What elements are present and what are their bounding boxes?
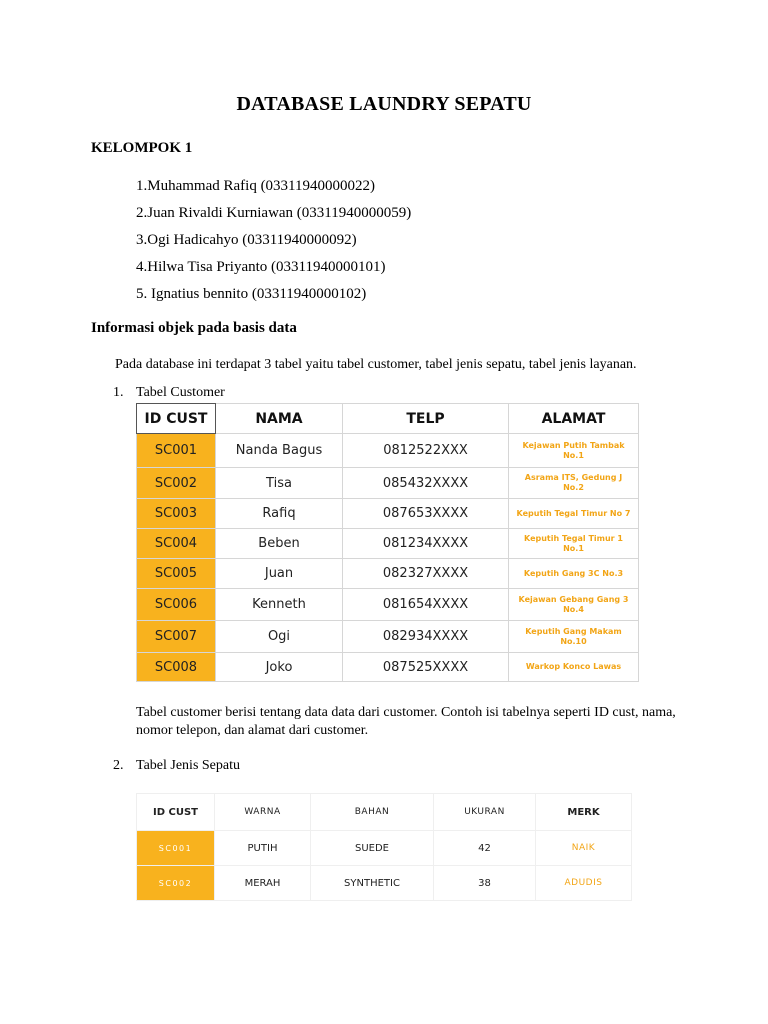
info-heading: Informasi objek pada basis data: [91, 320, 297, 336]
cell-address: Keputih Tegal Timur 1 No.1: [509, 529, 639, 559]
column-header: WARNA: [215, 794, 311, 831]
cell-id: SC006: [137, 589, 216, 621]
table-row: [137, 831, 632, 866]
table-row: [137, 589, 639, 621]
table-row: [137, 529, 639, 559]
section-title: Tabel Customer: [136, 385, 225, 400]
cell-id: SC002: [137, 866, 215, 901]
cell-address: Keputih Gang 3C No.3: [509, 559, 639, 589]
member-item: 3.Ogi Hadicahyo (03311940000092): [136, 232, 357, 248]
table-row: [137, 559, 639, 589]
column-header: ID CUST: [137, 404, 216, 434]
column-header: ALAMAT: [509, 404, 639, 434]
cell-id: SC001: [137, 434, 216, 468]
cell-color: MERAH: [215, 866, 311, 901]
cell-name: Kenneth: [216, 589, 343, 621]
cell-address: Warkop Konco Lawas: [509, 653, 639, 682]
cell-name: Joko: [216, 653, 343, 682]
cell-phone: 081234XXXX: [343, 529, 509, 559]
column-header: MERK: [536, 794, 632, 831]
cell-name: Ogi: [216, 621, 343, 653]
info-text: Pada database ini terdapat 3 tabel yaitu tabel customer, tabel jenis sepatu, tabel jenis layanan.: [115, 357, 637, 372]
cell-phone: 081654XXXX: [343, 589, 509, 621]
cell-name: Beben: [216, 529, 343, 559]
cell-brand: ADUDIS: [536, 866, 632, 901]
cell-phone: 0812522XXX: [343, 434, 509, 468]
section-title: Tabel Jenis Sepatu: [136, 758, 240, 773]
cell-color: PUTIH: [215, 831, 311, 866]
table-row: [137, 434, 639, 468]
cell-material: SUEDE: [311, 831, 434, 866]
cell-id: SC002: [137, 468, 216, 499]
cell-name: Juan: [216, 559, 343, 589]
table-row: [137, 621, 639, 653]
column-header: BAHAN: [311, 794, 434, 831]
cell-id: SC007: [137, 621, 216, 653]
cell-size: 38: [434, 866, 536, 901]
table-row: [137, 499, 639, 529]
cell-material: SYNTHETIC: [311, 866, 434, 901]
cell-phone: 082934XXXX: [343, 621, 509, 653]
member-list: [136, 176, 411, 311]
cell-id: SC008: [137, 653, 216, 682]
column-header: ID CUST: [137, 794, 215, 831]
member-item: 1.Muhammad Rafiq (03311940000022): [136, 178, 375, 194]
member-item: 4.Hilwa Tisa Priyanto (03311940000101): [136, 259, 386, 275]
column-header: TELP: [343, 404, 509, 434]
cell-size: 42: [434, 831, 536, 866]
cell-id: SC001: [137, 831, 215, 866]
group-heading: KELOMPOK 1: [91, 140, 193, 156]
cell-id: SC004: [137, 529, 216, 559]
cell-name: Rafiq: [216, 499, 343, 529]
column-header: NAMA: [216, 404, 343, 434]
cell-address: Keputih Tegal Timur No 7: [509, 499, 639, 529]
document-title: DATABASE LAUNDRY SEPATU: [236, 93, 532, 115]
cell-phone: 087653XXXX: [343, 499, 509, 529]
cell-name: Tisa: [216, 468, 343, 499]
cell-phone: 082327XXXX: [343, 559, 509, 589]
cell-phone: 087525XXXX: [343, 653, 509, 682]
table-row: [137, 866, 632, 901]
table-row: [137, 653, 639, 682]
section-number: 2.: [113, 758, 124, 773]
section-number: 1.: [113, 385, 124, 400]
table-row: [137, 468, 639, 499]
customer-description: Tabel customer berisi tentang data data dari customer. Contoh isi tabelnya seperti ID cust, nama, nomor telepon, dan alamat dari customer.: [136, 705, 676, 738]
cell-id: SC003: [137, 499, 216, 529]
table-header-row: [137, 794, 632, 831]
cell-address: Asrama ITS, Gedung J No.2: [509, 468, 639, 499]
cell-address: Keputih Gang Makam No.10: [509, 621, 639, 653]
member-item: 2.Juan Rivaldi Kurniawan (03311940000059): [136, 205, 412, 221]
cell-phone: 085432XXXX: [343, 468, 509, 499]
cell-address: Kejawan Putih Tambak No.1: [509, 434, 639, 468]
member-item: 5. Ignatius bennito (03311940000102): [136, 286, 367, 302]
cell-brand: NAIK: [536, 831, 632, 866]
column-header: UKURAN: [434, 794, 536, 831]
cell-name: Nanda Bagus: [216, 434, 343, 468]
cell-address: Kejawan Gebang Gang 3 No.4: [509, 589, 639, 621]
table-header-row: [137, 404, 639, 434]
customer-table: [136, 403, 639, 682]
shoe-table: [136, 793, 632, 901]
cell-id: SC005: [137, 559, 216, 589]
